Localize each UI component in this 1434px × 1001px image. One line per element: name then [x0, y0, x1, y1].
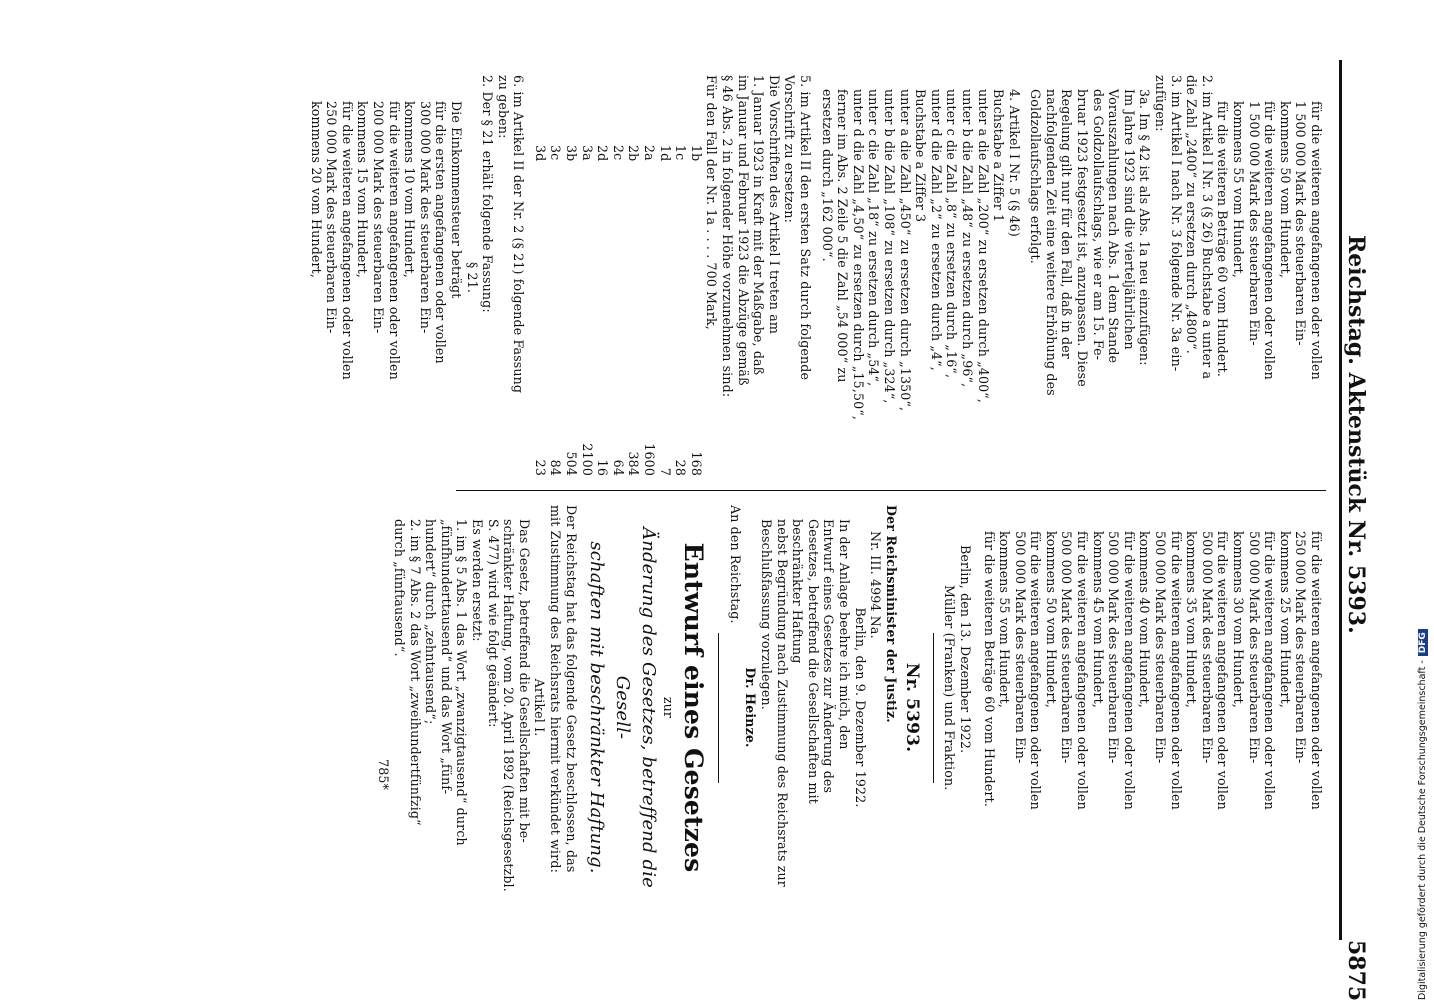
- page-number: 5875: [1343, 940, 1369, 1001]
- date-2: Berlin, den 9. Dezember 1922.: [852, 607, 868, 808]
- left-column: [308, 75, 1324, 480]
- text-line: für die weiteren angefangenen oder vollen: [1028, 531, 1044, 810]
- text-line: ferner im Abs. 2 Zeile 5 die Zahl „54 000“ zu: [835, 89, 851, 383]
- page-header: Reichstag. Aktenstück Nr. 5393.: [1343, 235, 1369, 634]
- enactment-clause: [547, 505, 578, 910]
- text-line: unter c die Zahl „18“ zu ersetzen durch „54“,: [866, 89, 882, 387]
- text-line: kommens 10 vom Hundert,: [402, 101, 418, 279]
- text-line: für die weiteren Beträge 60 vom Hundert.: [981, 531, 997, 807]
- text-line: kommens 35 vom Hundert,: [1184, 531, 1200, 709]
- text-line: kommens 45 vom Hundert,: [1090, 531, 1106, 709]
- dfg-logo: DFG: [1418, 629, 1428, 656]
- row-key: 3c: [548, 145, 564, 161]
- text-line: nebst Begründung nach Zustimmung des Reichsrats zur: [774, 519, 790, 887]
- text-line: Im Jahre 1923 sind die vierteljährlichen: [1121, 89, 1137, 350]
- text-line: Vorauszahlungen nach Abs. 1 dem Stande: [1106, 89, 1122, 364]
- row-value: 23: [532, 459, 548, 476]
- text-line: im Januar und Februar 1923 die Abzüge gemäß: [735, 75, 751, 386]
- text-line: kommens 50 vom Hundert,: [1043, 531, 1059, 709]
- text-line: Gesetzes, betreffend die Gesellschaften mit: [805, 519, 821, 804]
- text-line: mit Zustimmung des Reichsrats hiermit verkündet wird:: [548, 505, 564, 873]
- text-line: S. 477) wird wie folgt geändert:: [485, 519, 501, 728]
- text-line: zufügen:: [1153, 75, 1169, 132]
- right-intro: [981, 505, 1324, 910]
- header-rule: [1339, 60, 1342, 940]
- table-row: [688, 145, 704, 480]
- text-line: In der Anlage beehre ich mich, den: [836, 519, 852, 750]
- table-row: [595, 145, 611, 480]
- table-row: [657, 145, 673, 480]
- document-number: Nr. 5393.: [901, 662, 922, 753]
- row-value: 7: [657, 467, 673, 476]
- row-key: 1d: [657, 145, 673, 162]
- item-6b: [308, 75, 464, 480]
- text-line: kommens 30 vom Hundert,: [1231, 531, 1247, 709]
- text-line: 500 000 Mark des steuerbaren Ein-: [1106, 531, 1122, 764]
- left-intro: [1215, 75, 1324, 480]
- table-row: [641, 145, 657, 480]
- table-row: [564, 145, 580, 480]
- item-3a: [1028, 75, 1153, 480]
- row-value: 168: [688, 451, 704, 476]
- text-line: Entwurf eines Gesetzes zur Änderung des: [821, 519, 837, 794]
- text-line: 1 500 000 Mark des steuerbaren Ein-: [1246, 101, 1262, 346]
- sender: Der Reichsminister der Justiz.: [883, 505, 899, 723]
- text-line: schaften mit beschränkter Haftung.: [585, 541, 607, 874]
- bill-title: Entwurf eines Gesetzes: [679, 542, 709, 873]
- text-line: Die Vorschriften des Artikel I treten am: [766, 75, 782, 334]
- table-row: [579, 145, 595, 480]
- article-heading: Artikel I.: [532, 678, 548, 737]
- paragraph-21: § 21.: [464, 261, 480, 294]
- text-line: unter d die Zahl „2“ zu ersetzen durch „4“,: [928, 89, 944, 371]
- text-line: für die weiteren angefangenen oder vollen: [339, 101, 355, 380]
- text-line: 500 000 Mark des steuerbaren Ein-: [1012, 531, 1028, 764]
- text-line: 3. im Artikel I nach Nr. 3 folgende Nr. 3a ein-: [1168, 75, 1184, 372]
- text-line: für die weiteren angefangenen oder vollen: [1309, 531, 1324, 810]
- text-line: 200 000 Mark des steuerbaren Ein-: [370, 101, 386, 334]
- row-key: 2d: [595, 145, 611, 162]
- letter-body: [758, 505, 852, 910]
- text-line: Die Einkommensteuer beträgt: [448, 101, 464, 299]
- text-line: nachfolgenden Zeit eine weitere Erhöhung des: [1043, 89, 1059, 396]
- table-row: [532, 145, 548, 480]
- text-line: für die weiteren angefangenen oder vollen: [1262, 101, 1278, 380]
- text-line: 250 000 Mark des steuerbaren Ein-: [324, 101, 340, 334]
- addressee: An den Reichstag.: [727, 505, 743, 624]
- right-column: [376, 505, 1324, 910]
- text-line: für die weiteren angefangenen oder vollen: [1075, 531, 1091, 810]
- text-line: für die weiteren angefangenen oder vollen: [1262, 531, 1278, 810]
- row-key: 1b: [688, 145, 704, 162]
- text-line: „fünfhunderttausend“ und das Wort „fünf-: [438, 519, 454, 795]
- deduction-table: [532, 75, 704, 480]
- article-body: [392, 505, 532, 910]
- text-line: 300 000 Mark des steuerbaren Ein-: [417, 101, 433, 334]
- text-line: zu geben:: [495, 75, 511, 139]
- text-line: Das Gesetz, betreffend die Gesellschaften mit be-: [516, 519, 532, 843]
- signature-mark: 785*: [376, 759, 392, 790]
- text-line: 6. im Artikel II der Nr. 2 (§ 21) folgende Fassung: [511, 75, 527, 394]
- text-line: hundert“ durch „zehntausend“;: [423, 519, 439, 725]
- text-line: 1 500 000 Mark des steuerbaren Ein-: [1293, 101, 1309, 346]
- text-line: 5. im Artikel II den ersten Satz durch folgende: [798, 75, 813, 381]
- bill-subtitle: [583, 505, 661, 910]
- text-line: kommens 40 vom Hundert,: [1137, 531, 1153, 709]
- text-line: unter a die Zahl „200“ zu ersetzen durch „400“,: [975, 89, 991, 404]
- text-line: Buchstabe a Ziffer 3: [913, 89, 929, 223]
- item-5: [704, 75, 813, 480]
- text-line: Es werden ersetzt:: [470, 519, 486, 642]
- text-line: durch „fünftausend“.: [392, 519, 408, 657]
- text-line: 250 000 Mark des steuerbaren Ein-: [1293, 531, 1309, 764]
- footer-text: Digitalisierung gefördert durch die Deutsche Forschungsgemeinschaft -: [1417, 660, 1428, 1000]
- text-line: schränkter Haftung, vom 20. April 1892 (Reichsgesetzbl.: [501, 519, 517, 892]
- digitization-footer: [1417, 400, 1428, 1000]
- text-line: beschränkter Haftung: [790, 519, 806, 664]
- text-line: unter d die Zahl „4,50“ zu ersetzen durch „15,50“,: [850, 89, 866, 421]
- text-line: 500 000 Mark des steuerbaren Ein-: [1059, 531, 1075, 764]
- text-line: Vorschrift zu ersetzen:: [782, 75, 798, 224]
- row-value: 384: [626, 451, 642, 476]
- text-line: kommens 20 vom Hundert,: [308, 101, 324, 279]
- text-line: 2. im Artikel I Nr. 3 (§ 26) Buchstabe a unter a: [1199, 75, 1215, 380]
- text-line: 1. Januar 1923 in Kraft mit der Maßgabe, daß: [751, 75, 767, 376]
- signature-2: Dr. Heinze.: [743, 667, 759, 748]
- item-6: [480, 75, 527, 480]
- text-line: 2. im § 7 Abs. 2 das Wort „zweihundertfünfzig“: [407, 519, 423, 826]
- text-line: § 46 Abs. 2 in folgender Höhe vorzunehmen sind:: [720, 75, 736, 398]
- text-line: 500 000 Mark des steuerbaren Ein-: [1246, 531, 1262, 764]
- date-1: Berlin, den 13. Dezember 1922.: [957, 545, 973, 754]
- text-line: unter b die Zahl „48“ zu ersetzen durch „96“,: [959, 89, 975, 388]
- text-line: des Goldzollaufschlags, wie er am 15. Fe-: [1090, 89, 1106, 361]
- row-value: 28: [673, 459, 689, 476]
- text-line: für die weiteren angefangenen oder vollen: [1168, 531, 1184, 810]
- text-line: Goldzollaufschlags erfolgt.: [1028, 89, 1044, 264]
- row-key: 2a: [642, 145, 658, 161]
- row-value: 64: [610, 459, 626, 476]
- text-line: kommens 55 vom Hundert,: [1231, 101, 1247, 279]
- row-value: 1600: [642, 443, 658, 476]
- text-line: für die weiteren angefangenen oder vollen: [1215, 531, 1231, 810]
- text-line: unter a die Zahl „450“ zu ersetzen durch „1350“,: [897, 89, 913, 412]
- column-divider: [456, 490, 1326, 491]
- item-2: [1184, 75, 1215, 480]
- row-key: 1c: [673, 145, 689, 161]
- table-row: [673, 145, 689, 480]
- text-line: bruar 1923 festgesetzt ist, anzupassen. Diese: [1075, 89, 1091, 387]
- text-line: 1. im § 5 Abs. 1 das Wort „zwanzigtausend“ durch: [454, 519, 470, 846]
- text-line: Beschlußfassung vorzulegen.: [759, 519, 774, 710]
- text-line: für die weiteren angefangenen oder vollen: [1121, 531, 1137, 810]
- row-key: 3a: [579, 145, 595, 161]
- signature-1: Müller (Franken) und Fraktion.: [942, 585, 958, 791]
- text-line: für die weiteren Beträge 60 vom Hundert.: [1215, 101, 1231, 377]
- text-line: Regelung gilt nur für den Fall, daß in der: [1059, 89, 1075, 360]
- row-key: 2c: [610, 145, 626, 161]
- text-line: 4. Artikel I Nr. 5 (§ 46): [1006, 89, 1022, 237]
- row-key: 3b: [564, 145, 580, 162]
- text-line: unter c die Zahl „8“ zu ersetzen durch „16“,: [944, 89, 960, 379]
- row-key: 2b: [626, 145, 642, 162]
- text-line: kommens 50 vom Hundert,: [1277, 101, 1293, 279]
- text-line: Änderung des Gesetzes, betreffend die Gesell-: [611, 527, 659, 888]
- reference: Nr. III. 4994 Na.: [868, 531, 884, 639]
- text-line: für die weiteren angefangenen oder vollen: [1309, 101, 1324, 380]
- text-line: unter b die Zahl „108“ zu ersetzen durch „324“,: [881, 89, 897, 404]
- text-line: ersetzen durch „162 000“.: [819, 89, 835, 262]
- table-row: [626, 145, 642, 480]
- item-3: [1152, 75, 1183, 480]
- text-line: Buchstabe a Ziffer 1: [991, 89, 1007, 223]
- row-key: 3d: [532, 145, 548, 162]
- text-line: 3a. Im § 42 ist als Abs. 1a neu einzufügen:: [1137, 89, 1153, 366]
- table-row: [548, 145, 564, 480]
- row-value: 2100: [579, 443, 595, 476]
- item-4: [819, 75, 1022, 480]
- text-line: für die weiteren angefangenen oder vollen: [386, 101, 402, 380]
- text-line: Der Reichstag hat das folgende Gesetz beschlossen, das: [563, 505, 579, 873]
- text-line: die Zahl „2400“ zu ersetzen durch „4800“.: [1184, 75, 1200, 354]
- text-line: kommens 25 vom Hundert,: [1277, 531, 1293, 709]
- row-value: 84: [548, 459, 564, 476]
- text-line: 500 000 Mark des steuerbaren Ein-: [1153, 531, 1169, 764]
- text-line: 500 000 Mark des steuerbaren Ein-: [1199, 531, 1215, 764]
- table-row: [610, 145, 626, 480]
- text-line: Für den Fall der Nr. 1a . . . . 700 Mark,: [704, 75, 720, 330]
- text-line: kommens 55 vom Hundert,: [997, 531, 1013, 709]
- text-line: 2. Der § 21 erhält folgende Fassung:: [480, 75, 496, 313]
- row-value: 16: [595, 459, 611, 476]
- text-line: kommens 15 vom Hundert,: [355, 101, 371, 279]
- bill-zur: zur: [661, 696, 677, 719]
- text-line: für die ersten angefangenen oder vollen: [433, 101, 449, 364]
- row-value: 504: [564, 451, 580, 476]
